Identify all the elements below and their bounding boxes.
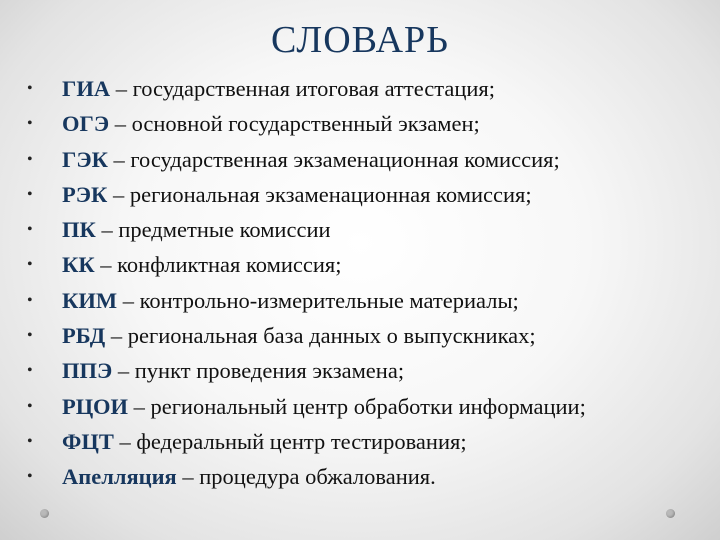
- term-dash: –: [95, 217, 119, 243]
- bullet-icon: •: [27, 327, 33, 345]
- term-dash: –: [127, 393, 151, 419]
- bullet-icon: •: [27, 256, 33, 274]
- term-definition: основной государственный экзамен;: [131, 111, 480, 137]
- term-definition: федеральный центр тестирования;: [136, 428, 467, 454]
- term-abbreviation: ФЦТ: [62, 428, 114, 454]
- glossary-entry: [62, 71, 495, 106]
- bullet-icon: •: [27, 362, 33, 380]
- glossary-entry: [62, 212, 331, 247]
- term-dash: –: [94, 252, 118, 278]
- term-definition: конфликтная комиссия;: [117, 252, 342, 278]
- term-definition: государственная итоговая аттестация;: [132, 76, 496, 101]
- term-dash: –: [110, 76, 133, 101]
- bullet-icon: •: [27, 150, 33, 168]
- glossary-entry: [62, 424, 467, 459]
- term-abbreviation: ОГЭ: [62, 111, 110, 137]
- term-definition: региональный центр обработки информации;: [150, 393, 586, 419]
- bullet-icon: •: [27, 115, 33, 133]
- decorative-dot-icon: [666, 509, 675, 518]
- term-dash: –: [109, 111, 132, 137]
- term-abbreviation: ППЭ: [62, 358, 113, 384]
- term-abbreviation: РЭК: [62, 181, 108, 207]
- term-definition: предметные комиссии: [118, 217, 331, 243]
- term-dash: –: [112, 358, 135, 384]
- term-definition: пункт проведения экзамена;: [134, 358, 405, 384]
- term-abbreviation: ГЭК: [62, 146, 108, 172]
- term-definition: региональная экзаменационная комиссия;: [129, 181, 532, 207]
- term-abbreviation: ПК: [62, 217, 96, 243]
- glossary-entry: [62, 142, 560, 177]
- slide-title: СЛОВАРЬ: [271, 19, 449, 61]
- term-abbreviation: КК: [62, 252, 95, 278]
- glossary-entry: [62, 106, 480, 141]
- term-definition: контрольно-измерительные материалы;: [139, 287, 519, 313]
- bullet-icon: •: [27, 432, 33, 450]
- term-abbreviation: Апелляция: [62, 464, 177, 490]
- bullet-icon: •: [27, 291, 33, 309]
- term-dash: –: [113, 428, 137, 454]
- glossary-entry: [62, 318, 536, 353]
- term-definition: процедура обжалования.: [199, 464, 436, 490]
- bullet-icon: •: [27, 185, 33, 203]
- glossary-entry: [62, 247, 341, 282]
- term-definition: государственная экзаменационная комиссия;: [130, 146, 560, 172]
- term-abbreviation: РБД: [62, 323, 106, 349]
- bullet-icon: •: [27, 80, 33, 97]
- decorative-dot-icon: [40, 509, 49, 518]
- glossary-entry: [62, 177, 532, 212]
- term-abbreviation: КИМ: [62, 287, 118, 313]
- term-dash: –: [105, 323, 128, 349]
- term-dash: –: [107, 146, 131, 172]
- term-dash: –: [117, 287, 140, 313]
- term-abbreviation: ГИА: [62, 76, 111, 101]
- term-abbreviation: РЦОИ: [62, 393, 128, 419]
- term-definition: региональная база данных о выпускниках;: [127, 323, 536, 349]
- glossary-entry: [62, 389, 586, 424]
- bullet-icon: •: [27, 468, 33, 486]
- term-dash: –: [176, 464, 200, 490]
- bullet-icon: •: [27, 397, 33, 415]
- glossary-entry: [62, 459, 436, 494]
- bullet-icon: •: [27, 221, 33, 239]
- glossary-entry: [62, 353, 404, 388]
- term-dash: –: [107, 181, 130, 207]
- glossary-entry: [62, 283, 519, 318]
